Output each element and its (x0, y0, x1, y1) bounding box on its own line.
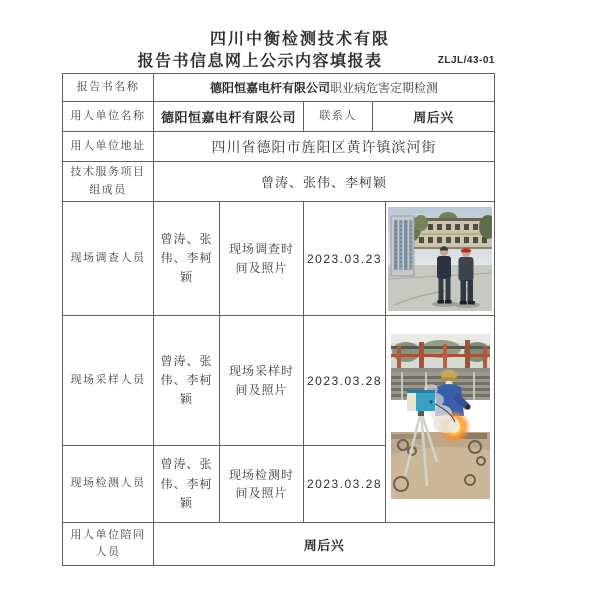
accompany-label-cell: 用人单位陪同 人员 (63, 523, 154, 566)
testing-label-cell: 现场检测人员 (63, 446, 154, 523)
row-employer-address (63, 132, 495, 162)
employer-address-value-cell: 四川省德阳市旌阳区黄许镇滨河街 (154, 132, 495, 162)
report-info-table (62, 73, 495, 566)
row-team-members (63, 162, 495, 202)
report-name-value-cell (154, 74, 495, 102)
sampling-label-cell: 现场采样人员 (63, 316, 154, 446)
survey-members-cell: 曾涛、张 伟、李柯 颖 (154, 202, 220, 316)
sampling-members-cell: 曾涛、张 伟、李柯 颖 (154, 316, 220, 446)
form-title-line2: 报告书信息网上公示内容填报表 (137, 53, 383, 70)
testing-members-cell: 曾涛、张 伟、李柯 颖 (154, 446, 220, 523)
report-name-suffix: 职业病危害定期检测 (330, 80, 439, 95)
sampling-time-label-cell: 现场采样时 间及照片 (220, 316, 304, 446)
form-title-line1: 四川中衡检测技术有限 (209, 31, 390, 48)
contact-label-cell: 联系人 (304, 102, 373, 132)
team-value-cell: 曾涛、张伟、李柯颖 (154, 162, 495, 202)
sampling-photo (391, 334, 490, 499)
row-site-sampling (63, 316, 495, 446)
testing-time-label-cell: 现场检测时 间及照片 (220, 446, 304, 523)
survey-time-label-cell: 现场调查时 间及照片 (220, 202, 304, 316)
row-report-name (63, 74, 495, 102)
sampling-photo-cell (386, 316, 495, 523)
row-employer-name (63, 102, 495, 132)
row-site-survey (63, 202, 495, 316)
employer-name-value-cell: 德阳恒嘉电杆有限公司 (154, 102, 304, 132)
survey-photo (388, 207, 492, 311)
survey-photo-cell (386, 202, 495, 316)
report-name-label-cell: 报告书名称 (63, 74, 154, 102)
row-accompany (63, 523, 495, 566)
survey-label-cell: 现场调查人员 (63, 202, 154, 316)
survey-date-cell: 2023.03.23 (304, 202, 386, 316)
team-label-cell: 技术服务项目 组成员 (63, 162, 154, 202)
sampling-date-cell: 2023.03.28 (304, 316, 386, 446)
employer-name-label-cell: 用人单位名称 (63, 102, 154, 132)
doc-number: ZLJL/43-01 (437, 55, 495, 66)
contact-value-cell: 周后兴 (373, 102, 495, 132)
accompany-value-cell: 周后兴 (154, 523, 495, 566)
employer-address-label-cell: 用人单位地址 (63, 132, 154, 162)
report-name-company: 德阳恒嘉电杆有限公司 (210, 80, 331, 95)
testing-date-cell: 2023.03.28 (304, 446, 386, 523)
